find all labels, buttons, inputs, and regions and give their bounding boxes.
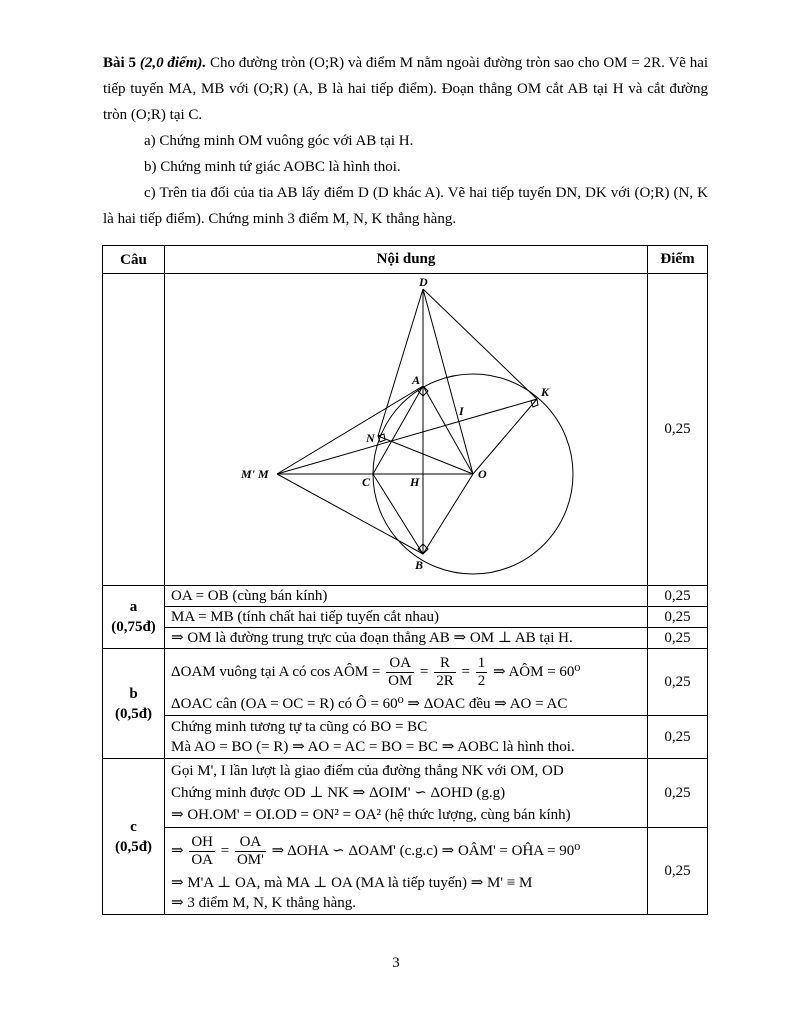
label-o: O (478, 467, 487, 481)
b-score-1: 0,25 (648, 649, 708, 716)
c-line-5: ⇒ M'A ⊥ OA, mà MA ⊥ OA (MA là tiếp tuyến) ⇒ M' ≡ M (171, 875, 533, 891)
segment-no (378, 436, 473, 474)
c-frac-2-den: OM' (236, 852, 264, 869)
problem-intro-text: Cho đường tròn (O;R) và điểm M nằm ngoài đường tròn sao cho OM = 2R. Vẽ hai tiếp tuyến MA, MB với (O;R) (A, B là hai tiếp điểm). Đoạn thẳng OM cắt AB tại H và cắt đường tròn (O;R) tại C. (103, 55, 709, 123)
figure-score: 0,25 (648, 274, 708, 586)
b-frac-1-num: OA (386, 655, 414, 673)
b-frac-1 (386, 655, 414, 690)
right-angle-k (531, 399, 538, 407)
a-score-1: 0,25 (648, 586, 708, 607)
row-c-2 (103, 828, 708, 915)
problem-title: Bài 5 (103, 55, 136, 71)
a-label: a (129, 599, 138, 615)
b-block-1 (165, 649, 648, 716)
a-line-3: ⇒ OM là đường trung trực của đoạn thẳng AB ⇒ OM ⊥ AB tại H. (165, 628, 648, 649)
b-line-1-post: ⇒ AÔM = 60⁰ (492, 664, 581, 680)
cell-a-label (103, 586, 165, 649)
c-frac-2-num: OA (235, 834, 266, 852)
label-a: A (412, 373, 421, 387)
line-mk (277, 399, 537, 474)
b-block-2 (165, 716, 648, 759)
b-label: b (129, 685, 138, 702)
segment-ac (373, 386, 423, 474)
label-n: N (366, 431, 375, 445)
b-frac-3-den: 2 (477, 673, 486, 690)
label-m: M' M (241, 467, 269, 481)
c-block-2 (165, 828, 648, 915)
label-d: D (419, 275, 428, 289)
b-frac-3 (476, 655, 488, 690)
a-points: (0,75đ) (111, 619, 156, 635)
segment-ko (473, 399, 537, 474)
geometry-figure (165, 274, 648, 580)
c-line-1: Gọi M', I lần lượt là giao điểm của đường thẳng NK với OM, OD (171, 763, 564, 779)
c-line-3: ⇒ OH.OM' = OI.OD = ON² = OA² (hệ thức lượng, cùng bán kính) (171, 807, 571, 823)
b-line-3: Chứng minh tương tự ta cũng có BO = BC (171, 719, 428, 735)
problem-statement (103, 50, 708, 232)
page-number: 3 (392, 955, 400, 971)
b-line-4: Mà AO = BO (= R) ⇒ AO = AC = BO = BC ⇒ AOBC là hình thoi. (171, 739, 575, 755)
header-diem: Điểm (648, 246, 708, 274)
b-points: (0,5đ) (114, 705, 153, 722)
segment-bo (423, 474, 473, 554)
row-b-1 (103, 649, 708, 716)
label-i: I (459, 404, 464, 418)
row-c-1 (103, 759, 708, 828)
c-line-4-post: ⇒ ΔOHA ∽ ΔOAM' (c.g.c) ⇒ OÂM' = OĤA = 90⁰ (271, 843, 581, 859)
figure-row (103, 274, 708, 586)
problem-points: (2,0 điểm). (139, 55, 207, 71)
c-frac-2 (235, 834, 266, 869)
c-line-4: ⇒ $\frac{OH}{OA}$ = $\frac{OA}{OM'}$ ⇒ ΔOHA ∽ ΔOAM' (c.g.c) ⇒ OÂM' = OĤA = 90⁰ (171, 834, 581, 869)
row-a-2 (103, 607, 708, 628)
problem-part-b: b) Chứng minh tứ giác AOBC là hình thoi. (144, 159, 401, 175)
header-noi-dung: Nội dung (165, 246, 648, 274)
table-header-row (103, 246, 708, 274)
a-line-1: OA = OB (cùng bán kính) (165, 586, 648, 607)
b-score-2: 0,25 (648, 716, 708, 759)
label-k: K (541, 385, 550, 399)
c-block-1 (165, 759, 648, 828)
b-frac-2-num: R (434, 655, 456, 673)
c-line-2: Chứng minh được OD ⊥ NK ⇒ ΔOIM' ∽ ΔOHD (g.g) (171, 785, 506, 801)
problem-part-a: a) Chứng minh OM vuông góc với AB tại H. (144, 133, 414, 149)
tangent-ma (277, 386, 423, 474)
label-c: C (362, 475, 371, 489)
c-score-1: 0,25 (648, 759, 708, 828)
label-h: H (410, 475, 420, 489)
problem-part-c: c) Trên tia đối của tia AB lấy điểm D (D khác A). Vẽ hai tiếp tuyến DN, DK với (O;R) (N, K là hai tiếp điểm). Chứng minh 3 điểm M, N, K thẳng hàng. (103, 185, 708, 227)
cell-b-label (103, 649, 165, 759)
figure-cell (165, 274, 648, 586)
b-frac-3-num: 1 (477, 655, 486, 672)
c-points: (0,5đ) (114, 838, 153, 855)
a-score-2: 0,25 (648, 607, 708, 628)
b-frac-1-den: OM (388, 673, 413, 690)
c-frac-1-den: OA (191, 852, 213, 869)
c-label: c (130, 818, 137, 835)
tangent-dn (378, 289, 423, 436)
c-line-6: ⇒ 3 điểm M, N, K thẳng hàng. (171, 895, 357, 911)
c-score-2: 0,25 (648, 828, 708, 915)
row-b-2 (103, 716, 708, 759)
tangent-mb (277, 474, 423, 554)
c-frac-1 (189, 834, 215, 869)
c-frac-1-num: OH (191, 834, 213, 851)
row-a-3 (103, 628, 708, 649)
row-a-1 (103, 586, 708, 607)
label-b: B (415, 558, 424, 572)
header-cau: Câu (103, 246, 165, 274)
tangent-dk (423, 289, 537, 399)
solution-table (102, 245, 708, 915)
b-frac-2 (434, 655, 456, 690)
b-frac-2-den: 2R (436, 673, 454, 690)
b-line-1-pre: ΔOAM vuông tại A có cos AÔM = (171, 664, 381, 680)
a-line-2: MA = MB (tính chất hai tiếp tuyến cắt nhau) (165, 607, 648, 628)
cell-c-label (103, 759, 165, 915)
b-line-2: ΔOAC cân (OA = OC = R) có Ô = 60⁰ ⇒ ΔOAC đều ⇒ AO = AC (171, 696, 568, 712)
a-score-3: 0,25 (648, 628, 708, 649)
problem-intro (103, 50, 708, 128)
segment-do (423, 289, 473, 474)
b-line-1: ΔOAM vuông tại A có cos AÔM = $\frac{OA}{OM}$ = $\frac{R}{2R}$ = $\frac{1}{2}$ ⇒ AÔM = 60⁰ (171, 655, 581, 690)
